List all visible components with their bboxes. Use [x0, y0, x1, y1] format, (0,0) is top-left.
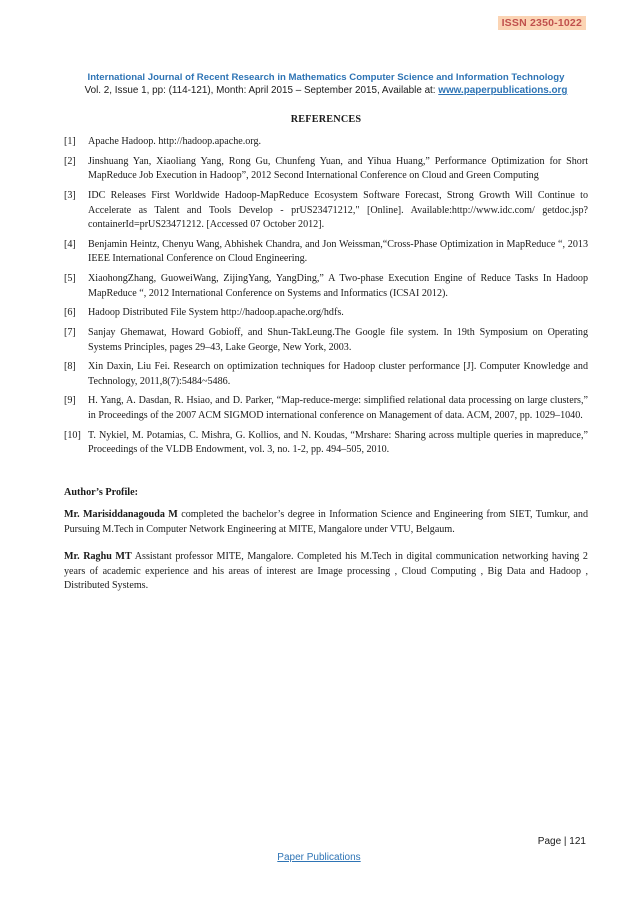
reference-text: Jinshuang Yan, Xiaoliang Yang, Rong Gu, Chunfeng Yuan, and Yihua Huang,” Performance Optimization for Short MapReduce Job Execution in Hadoop”, 2012 Second International Conference on Cloud and Green Computing: [88, 155, 588, 182]
author-name: Mr. Raghu MT: [64, 551, 132, 562]
reference-number: [6]: [64, 307, 76, 319]
author-bio: completed the bachelor’s degree in Information Science and Engineering from SIET, Tumkur, and Pursuing M.Tech in Computer Network Engineering at MITE, Mangalore under VTU, Belgaum.: [64, 509, 588, 535]
reference-number: [5]: [64, 273, 76, 284]
reference-item: [64, 429, 588, 458]
author-profile-heading: Author’s Profile:: [64, 487, 139, 498]
reference-item: [64, 326, 588, 355]
reference-number: [4]: [64, 238, 76, 250]
volume-info: [40, 85, 612, 96]
reference-text: Sanjay Ghemawat, Howard Gobioff, and Shun-TakLeung.The Google file system. In 19th Symposium on Operating Systems Principles, pages 29–43, Lake George, New York, 2003.: [88, 326, 588, 353]
reference-item: [64, 360, 588, 389]
reference-item: [64, 155, 588, 184]
publisher-footer-link[interactable]: Paper Publications: [277, 852, 361, 863]
author-profile-paragraph: [64, 508, 588, 537]
references-heading: REFERENCES: [290, 114, 362, 125]
reference-number: [9]: [64, 395, 76, 407]
author-name: Mr. Marisiddanagouda M: [64, 509, 178, 520]
author-profile-paragraph: [64, 550, 588, 594]
reference-text: XiaohongZhang, GuoweiWang, ZijingYang, YangDing,” A Two-phase Execution Engine of Reduce Tasks In Hadoop MapReduce “, 2012 International Conference on Systems and Informatics (ICSAI 2012).: [88, 273, 588, 299]
reference-item: [64, 189, 588, 233]
reference-text: Hadoop Distributed File System http://hadoop.apache.org/hdfs.: [88, 307, 344, 319]
reference-text: Xin Daxin, Liu Fei. Research on optimization techniques for Hadoop cluster performance [J]. Computer Knowledge and Technology, 2011,8(7):5484~5486.: [88, 361, 588, 387]
volume-text: Vol. 2, Issue 1, pp: (114-121), Month: April 2015 – September 2015, Available at:: [84, 85, 439, 96]
reference-item: [64, 272, 588, 301]
reference-text: T. Nykiel, M. Potamias, C. Mishra, G. Kollios, and N. Koudas, “Mrshare: Sharing across multiple queries in mapreduce,” Proceedings of the VLDB Endowment, vol. 3, no. 1-2, pp. 494–505, 2010.: [88, 429, 588, 456]
reference-number: [10]: [64, 429, 81, 441]
journal-website-link[interactable]: www.paperpublications.org: [438, 85, 568, 96]
reference-item: [64, 238, 588, 267]
reference-number: [3]: [64, 189, 76, 201]
reference-text: Benjamin Heintz, Chenyu Wang, Abhishek Chandra, and Jon Weissman,“Cross-Phase Optimization in MapReduce “, 2013 IEEE International Conference on Cloud Engineering.: [88, 238, 588, 265]
references-list: [64, 135, 588, 463]
reference-number: [7]: [64, 326, 76, 338]
reference-number: [8]: [64, 361, 76, 373]
reference-text: Apache Hadoop. http://hadoop.apache.org.: [88, 136, 262, 147]
reference-item: [64, 135, 588, 150]
reference-text: H. Yang, A. Dasdan, R. Hsiao, and D. Parker, “Map-reduce-merge: simplified relational data processing on large clusters,” in Proceedings of the 2007 ACM SIGMOD international conference on Management of data. ACM, 2007, pp. 1029–1040.: [88, 395, 588, 421]
reference-text: IDC Releases First Worldwide Hadoop-MapReduce Ecosystem Software Forecast, Strong Growth Will Continue to Accelerate as Talent and Tools Develop - prUS23471212," [Online]. Available:http://www.idc.com/ getdoc.jsp? containerId=prUS23471212. [Accessed 07 October 2012].: [88, 189, 588, 231]
issn-badge: ISSN 2350-1022: [498, 16, 586, 30]
journal-title: International Journal of Recent Research in Mathematics Computer Science and Information Technology: [87, 72, 565, 83]
reference-number: [2]: [64, 155, 76, 167]
reference-item: [64, 394, 588, 423]
page-number: Page | 121: [537, 836, 586, 847]
reference-item: [64, 306, 588, 321]
author-bio: Assistant professor MITE, Mangalore. Completed his M.Tech in digital communication networking having 2 years of academic experience and his areas of interest are Image processing , Cloud Computing , Big Data and Hadoop , Distributed Systems.: [64, 551, 588, 592]
reference-number: [1]: [64, 136, 76, 147]
